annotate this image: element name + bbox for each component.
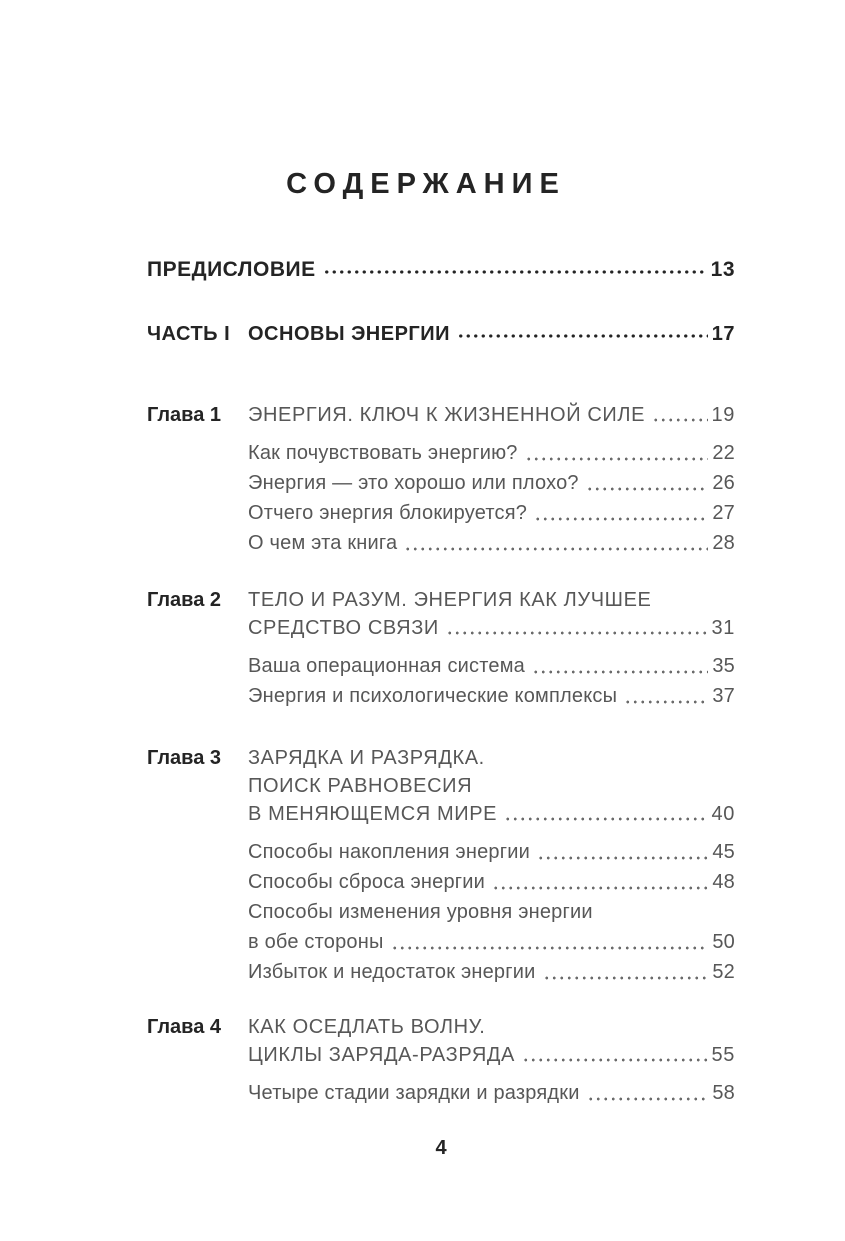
- toc-subentry: [248, 837, 735, 867]
- chapter-title: ЦИКЛЫ ЗАРЯДА-РАЗРЯДА: [248, 1044, 515, 1066]
- chapter-page: 19: [711, 404, 735, 426]
- chapter-title: ТЕЛО И РАЗУМ. ЭНЕРГИЯ КАК ЛУЧШЕЕ: [248, 589, 652, 611]
- toc-subentry: [248, 468, 735, 498]
- dot-leader: [587, 1078, 709, 1108]
- toc-chapter-3: [147, 744, 735, 987]
- dot-leader: [404, 528, 708, 558]
- part-page: 17: [711, 323, 735, 345]
- chapter-title: ЭНЕРГИЯ. КЛЮЧ К ЖИЗНЕННОЙ СИЛЕ: [248, 404, 646, 426]
- subentry-page: 22: [712, 442, 735, 464]
- chapter-title: ПОИСК РАВНОВЕСИЯ: [248, 775, 473, 797]
- subentry-title: Энергия и психологические комплексы: [248, 685, 618, 707]
- toc-subentry: [248, 897, 735, 957]
- toc-chapter-2: [147, 586, 735, 711]
- chapter-head: [147, 401, 735, 429]
- page-number: 4: [435, 1137, 447, 1159]
- toc-subentry: [248, 957, 735, 987]
- chapter-subentries: [248, 837, 735, 987]
- subentry-page: 35: [712, 655, 735, 677]
- subentry-page: 37: [712, 685, 735, 707]
- toc-entry-label: ПРЕДИСЛОВИЕ: [147, 258, 316, 281]
- subentry-title: Способы сброса энергии: [248, 871, 486, 893]
- part-label: ЧАСТЬ I: [147, 323, 231, 345]
- dot-leader: [391, 927, 709, 957]
- chapter-page: 31: [711, 617, 735, 639]
- dot-leader: [652, 401, 708, 429]
- toc-chapter-1: [147, 401, 735, 558]
- dot-leader: [532, 651, 708, 681]
- toc-entry-page: 13: [710, 258, 735, 281]
- chapter-title-line: [248, 586, 735, 614]
- dot-leader: [525, 438, 709, 468]
- subentry-line: [248, 897, 735, 927]
- toc-subentry: [248, 438, 735, 468]
- chapter-title-block: [248, 586, 735, 642]
- toc-subentry: [248, 498, 735, 528]
- dot-leader: [534, 498, 708, 528]
- toc-subentry: [248, 681, 735, 711]
- chapter-title-block: [248, 1013, 735, 1069]
- chapter-title-line: [248, 614, 735, 642]
- subentry-title: О чем эта книга: [248, 532, 398, 554]
- subentry-page: 27: [712, 502, 735, 524]
- chapter-title-line: [248, 1041, 735, 1069]
- dot-leader: [537, 837, 708, 867]
- chapter-title: СРЕДСТВО СВЯЗИ: [248, 617, 439, 639]
- page-title: СОДЕРЖАНИЕ: [286, 168, 566, 200]
- chapter-title: ЗАРЯДКА И РАЗРЯДКА.: [248, 747, 485, 769]
- subentry-title: Отчего энергия блокируется?: [248, 502, 528, 524]
- dot-leader: [543, 957, 709, 987]
- chapter-title-line: [248, 401, 735, 429]
- dot-leader: [323, 259, 707, 281]
- subentry-title: Как почувствовать энергию?: [248, 442, 518, 464]
- toc-subentry: [248, 528, 735, 558]
- chapter-label: Глава 1: [147, 404, 222, 426]
- subentry-title: Ваша операционная система: [248, 655, 525, 677]
- chapter-subentries: [248, 1078, 735, 1108]
- subentry-title: Энергия — это хорошо или плохо?: [248, 472, 579, 494]
- chapter-head: [147, 1013, 735, 1069]
- chapter-title-line: [248, 744, 735, 772]
- chapter-title-line: [248, 1013, 735, 1041]
- chapter-title-block: [248, 744, 735, 828]
- dot-leader: [624, 681, 708, 711]
- subentry-page: 45: [712, 841, 735, 863]
- chapter-title-line: [248, 800, 735, 828]
- chapter-subentries: [248, 651, 735, 711]
- toc-subentry: [248, 651, 735, 681]
- subentry-page: 58: [712, 1082, 735, 1104]
- subentry-page: 52: [712, 961, 735, 983]
- toc-subentry: [248, 1078, 735, 1108]
- dot-leader: [446, 614, 708, 642]
- subentry-title: Способы накопления энергии: [248, 841, 530, 863]
- chapter-title: КАК ОСЕДЛАТЬ ВОЛНУ.: [248, 1016, 486, 1038]
- chapter-title: В МЕНЯЮЩЕМСЯ МИРЕ: [248, 803, 498, 825]
- subentry-title: Способы изменения уровня энергии: [248, 901, 593, 923]
- subentry-title: в обе стороны: [248, 931, 384, 953]
- toc-entry-preface: [147, 259, 735, 281]
- dot-leader: [504, 800, 707, 828]
- subentry-page: 50: [712, 931, 735, 953]
- subentry-page: 48: [712, 871, 735, 893]
- subentry-page: 26: [712, 472, 735, 494]
- chapter-head: [147, 744, 735, 828]
- chapter-title-line: [248, 772, 735, 800]
- chapter-label: Глава 2: [147, 589, 222, 611]
- toc-chapter-4: [147, 1013, 735, 1108]
- toc-subentry: [248, 867, 735, 897]
- toc-entry-part: [147, 323, 735, 345]
- part-title: ОСНОВЫ ЭНЕРГИИ: [248, 323, 451, 345]
- chapter-head: [147, 586, 735, 642]
- dot-leader: [586, 468, 709, 498]
- chapter-label: Глава 4: [147, 1016, 222, 1038]
- dot-leader: [457, 323, 708, 345]
- chapter-page: 40: [711, 803, 735, 825]
- chapter-page: 55: [711, 1044, 735, 1066]
- subentry-page: 28: [712, 532, 735, 554]
- chapter-label: Глава 3: [147, 747, 222, 769]
- dot-leader: [522, 1041, 708, 1069]
- subentry-line: [248, 927, 735, 957]
- chapter-subentries: [248, 438, 735, 558]
- subentry-title: Избыток и недостаток энергии: [248, 961, 536, 983]
- subentry-title: Четыре стадии зарядки и разрядки: [248, 1082, 580, 1104]
- chapter-title-block: [248, 401, 735, 429]
- dot-leader: [492, 867, 708, 897]
- table-of-contents: [147, 259, 735, 1160]
